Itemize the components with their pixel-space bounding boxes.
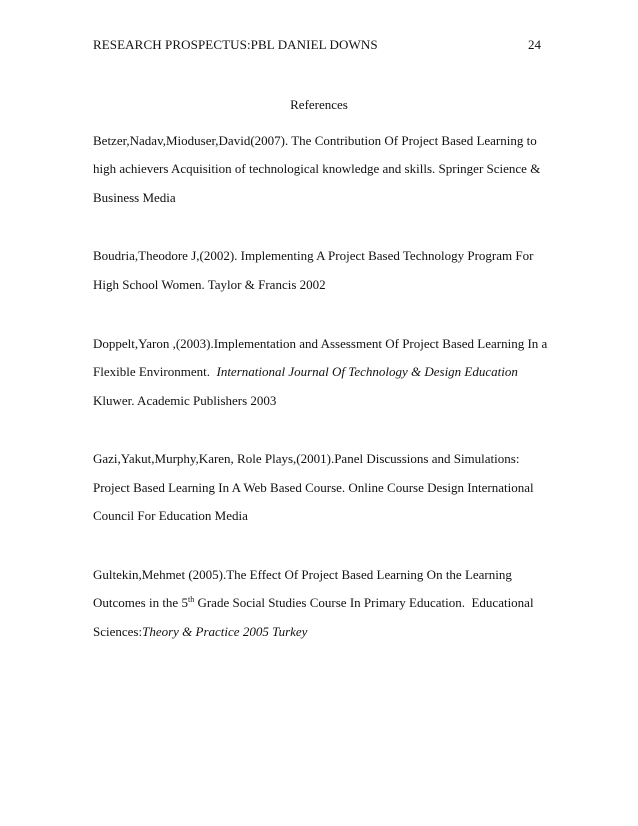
reference-5-journal-title: Theory & Practice 2005 Turkey: [142, 624, 308, 639]
reference-3-journal-title: International Journal Of Technology & Design Education: [216, 364, 518, 379]
reference-4-line-3: Council For Education Media: [93, 508, 248, 523]
reference-1-line-1: Betzer,Nadav,Mioduser,David(2007). The Contribution Of Project Based Learning to: [93, 133, 537, 148]
reference-3-line-2: [93, 364, 518, 380]
reference-5-line-3-text: Sciences:: [93, 624, 143, 639]
reference-3-line-2-text: Flexible Environment.: [93, 364, 217, 379]
reference-3-line-3: Kluwer. Academic Publishers 2003: [93, 393, 277, 408]
page-number: 24: [528, 37, 541, 52]
running-header-title: RESEARCH PROSPECTUS:PBL DANIEL DOWNS: [93, 37, 378, 52]
ordinal-superscript: th: [187, 595, 195, 604]
reference-1-line-2: high achievers Acquisition of technological knowledge and skills. Springer Science &: [93, 161, 541, 176]
reference-2-line-1: Boudria,Theodore J,(2002). Implementing A Project Based Technology Program For: [93, 248, 534, 263]
reference-1-line-3: Business Media: [93, 190, 176, 205]
reference-5-line-2: [93, 595, 534, 611]
reference-2-line-2: High School Women. Taylor & Francis 2002: [93, 277, 326, 292]
reference-5-line-2-pre: Outcomes in the 5: [93, 595, 188, 610]
reference-5-line-2-post: Grade Social Studies Course In Primary Education. Educational: [194, 595, 534, 610]
reference-5-line-1: Gultekin,Mehmet (2005).The Effect Of Project Based Learning On the Learning: [93, 567, 512, 582]
reference-3-line-1: Doppelt,Yaron ,(2003).Implementation and Assessment Of Project Based Learning In a: [93, 336, 548, 351]
reference-5-line-3: [93, 624, 307, 640]
references-heading: References: [290, 97, 348, 112]
reference-4-line-2: Project Based Learning In A Web Based Course. Online Course Design International: [93, 480, 534, 495]
reference-4-line-1: Gazi,Yakut,Murphy,Karen, Role Plays,(2001).Panel Discussions and Simulations:: [93, 451, 520, 466]
